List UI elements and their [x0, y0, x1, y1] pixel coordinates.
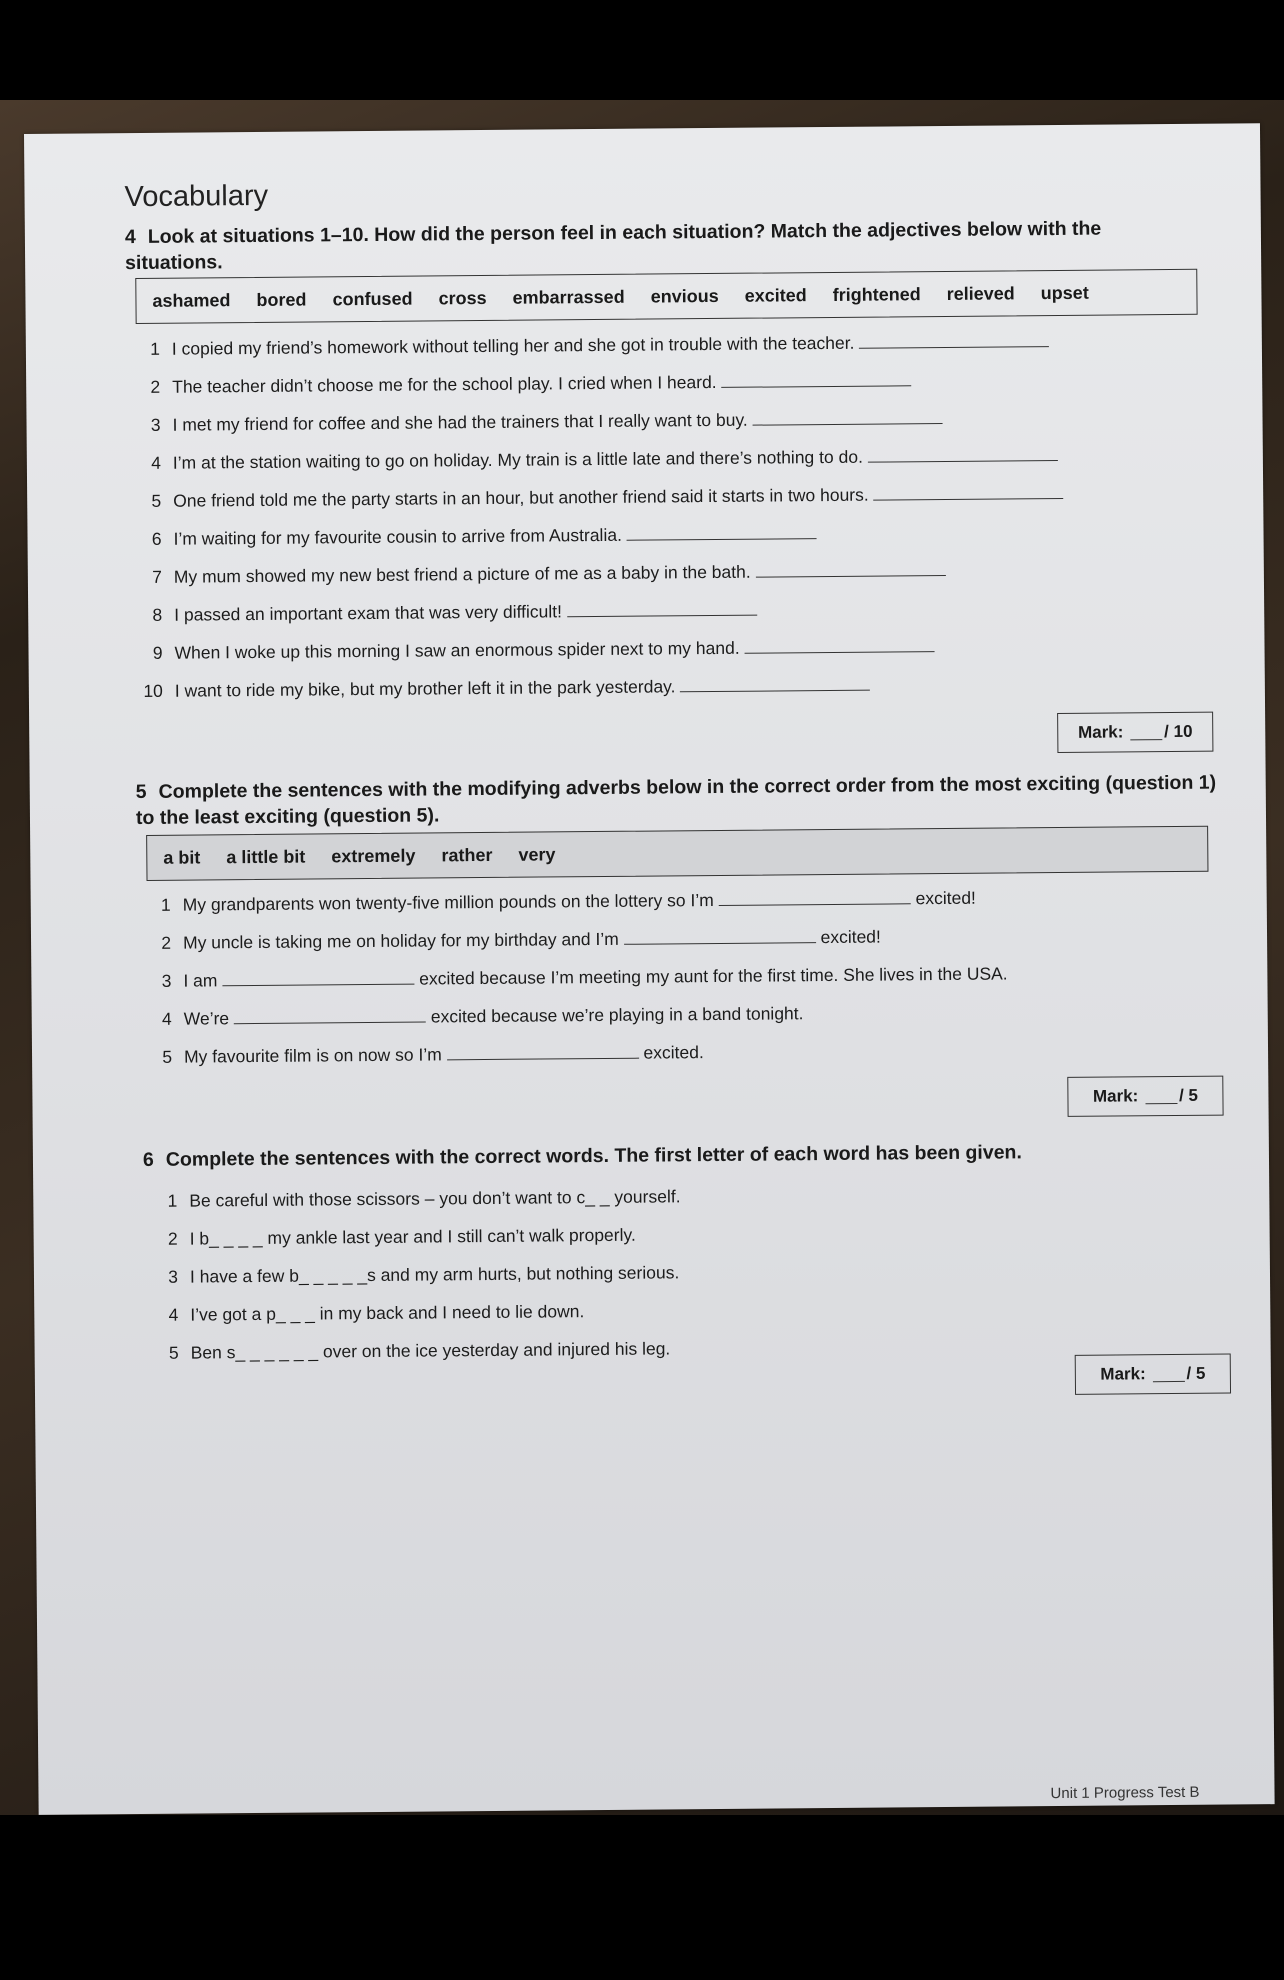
q5-item: 4 We’re excited because we’re playing in a band tonight.: [161, 1003, 804, 1029]
q6-instruction: Complete the sentences with the correct words. The first letter of each word has been given.: [165, 1141, 1022, 1171]
q5-heading: [136, 770, 1226, 832]
q5-word: very: [518, 843, 556, 865]
q6-mark-box: Mark: / 5: [1075, 1354, 1231, 1395]
answer-blank[interactable]: [873, 482, 1063, 501]
q5-number: 5: [135, 780, 147, 804]
q4-word: embarrassed: [512, 286, 625, 308]
answer-blank[interactable]: [719, 887, 911, 906]
q4-item: 1 I copied my friend’s homework without telling her and she got in trouble with the teacher.: [134, 330, 1050, 360]
mark-blank[interactable]: [1152, 1366, 1184, 1381]
q4-instruction: Look at situations 1–10. How did the person feel in each situation? Match the adjectives below with the situations.: [125, 217, 1102, 275]
section-title: Vocabulary: [124, 179, 269, 214]
mark-blank[interactable]: [1145, 1088, 1177, 1103]
q4-number: 4: [124, 226, 136, 249]
answer-blank[interactable]: [624, 926, 816, 945]
q5-word-box: [146, 826, 1208, 881]
q4-heading: [125, 215, 1185, 276]
q6-item: 3 I have a few b_ _ _ _ _s and my arm hurts, but nothing serious.: [168, 1262, 680, 1287]
q5-word: a little bit: [226, 846, 306, 867]
q4-word-box: [135, 269, 1197, 324]
q4-item: 5 One friend told me the party starts in an hour, but another friend said it starts in two hours.: [135, 482, 1064, 512]
q6-item: 5 Ben s_ _ _ _ _ _ over on the ice yesterday and injured his leg.: [168, 1338, 671, 1363]
answer-blank[interactable]: [744, 635, 934, 654]
q5-item: 2 My uncle is taking me on holiday for my birthday and I’m excited!: [161, 926, 881, 953]
q5-instruction: Complete the sentences with the modifying adverbs below in the correct order from the most exciting (question 1) to the least exciting (question 5).: [135, 771, 1217, 830]
q4-word: excited: [744, 284, 807, 306]
q4-item: 4 I’m at the station waiting to go on holiday. My train is a little late and there’s nothing to do.: [135, 444, 1058, 474]
page-footer: Unit 1 Progress Test B: [1050, 1783, 1200, 1803]
q4-word: confused: [332, 288, 413, 309]
answer-blank[interactable]: [868, 444, 1058, 463]
q4-mark-box: Mark: / 10: [1057, 712, 1213, 753]
answer-blank[interactable]: [680, 674, 870, 693]
q6-heading: [143, 1137, 1233, 1173]
q4-item: 7 My mum showed my new best friend a picture of me as a baby in the bath.: [136, 559, 946, 588]
q4-word: relieved: [946, 282, 1015, 304]
answer-blank[interactable]: [234, 1006, 426, 1025]
answer-blank[interactable]: [859, 330, 1049, 349]
answer-blank[interactable]: [222, 968, 414, 987]
answer-blank[interactable]: [447, 1042, 639, 1061]
answer-blank[interactable]: [755, 559, 945, 578]
q4-item: 6 I’m waiting for my favourite cousin to arrive from Australia.: [135, 522, 816, 550]
q5-item: 3 I am excited because I’m meeting my aunt for the first time. She lives in the USA.: [161, 963, 1008, 991]
q5-word: rather: [441, 844, 493, 865]
q4-word: cross: [438, 287, 487, 308]
q6-item: 4 I’ve got a p_ _ _ in my back and I need to lie down.: [168, 1301, 585, 1325]
answer-blank[interactable]: [627, 522, 817, 541]
q4-word: frightened: [832, 283, 921, 305]
q4-item: 2 The teacher didn’t choose me for the school play. I cried when I heard.: [134, 369, 911, 398]
q4-item: 9 When I woke up this morning I saw an enormous spider next to my hand.: [136, 635, 934, 664]
answer-blank[interactable]: [753, 407, 943, 426]
q4-word: bored: [256, 289, 307, 310]
q4-word: upset: [1040, 282, 1089, 303]
q4-item: 8 I passed an important exam that was very difficult!: [136, 599, 757, 626]
q4-item: 10 I want to ride my bike, but my brother left it in the park yesterday.: [137, 674, 871, 702]
q4-item: 3 I met my friend for coffee and she had the trainers that I really want to buy.: [134, 407, 942, 436]
worksheet-page: [24, 123, 1275, 1815]
q4-word: ashamed: [152, 289, 231, 311]
q5-word: a bit: [163, 846, 201, 868]
q5-mark-box: Mark: / 5: [1067, 1076, 1223, 1117]
answer-blank[interactable]: [567, 599, 757, 618]
q6-number: 6: [142, 1148, 154, 1172]
mark-blank[interactable]: [1130, 725, 1162, 740]
q5-word: extremely: [331, 845, 416, 866]
q4-word: envious: [650, 285, 719, 307]
q5-item: 1 My grandparents won twenty-five million pounds on the lottery so I’m excited!: [160, 887, 976, 915]
q6-item: 1 Be careful with those scissors – you don’t want to c_ _ yourself.: [167, 1186, 681, 1211]
q5-item: 5 My favourite film is on now so I’m excited.: [162, 1042, 704, 1067]
q6-item: 2 I b_ _ _ _ my ankle last year and I still can’t walk properly.: [167, 1224, 636, 1249]
answer-blank[interactable]: [721, 369, 911, 388]
